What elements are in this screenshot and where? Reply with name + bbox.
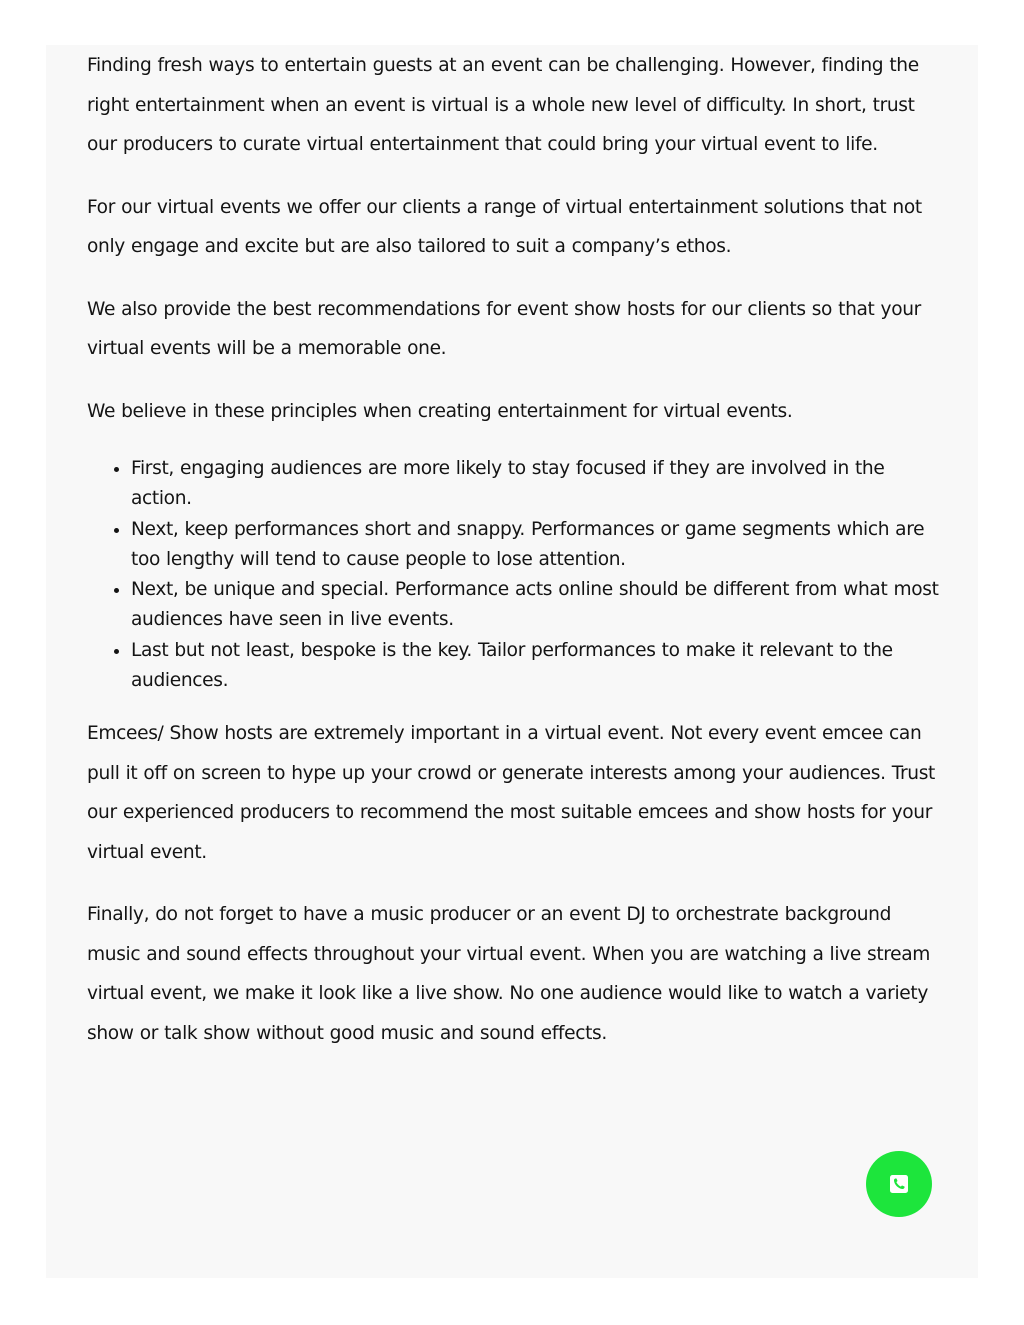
hosts-paragraph: We also provide the best recommendations for event show hosts for our clients so that your virtual events will be a memorable one.	[87, 298, 921, 359]
solutions-paragraph: For our virtual events we offer our clients a range of virtual entertainment solutions that not only engage and excite but are also tailored to suit a company’s ethos.	[87, 196, 922, 257]
list-item: • First, engaging audiences are more likely to stay focused if they are involved in the action.	[131, 454, 943, 515]
list-item: • Next, keep performances short and snappy. Performances or game segments which are too lengthy will tend to cause people to lose attention.	[131, 515, 943, 576]
emcees-paragraph: Emcees/ Show hosts are extremely important in a virtual event. Not every event emcee can pull it off on screen to hype up your crowd or generate interests among your audiences. Trust our experienced producers to recommend the most suitable emcees and show hosts for your virtual event.	[87, 723, 935, 863]
music-paragraph: Finally, do not forget to have a music producer or an event DJ to orchestrate background music and sound effects throughout your virtual event. When you are watching a live stream virtual event, we make it look like a live show. No one audience would like to watch a variety show or talk show without good music and sound effects.	[87, 904, 931, 1044]
article-body	[87, 46, 943, 1076]
principles-list	[87, 454, 943, 696]
list-item: • Next, be unique and special. Performance acts online should be different from what most audiences have seen in live events.	[131, 575, 943, 636]
intro-paragraph: Finding fresh ways to entertain guests at an event can be challenging. However, finding the right entertainment when an event is virtual is a whole new level of difficulty. In short, trust our producers to curate virtual entertainment that could bring your virtual event to life.	[87, 55, 919, 155]
phone-square-icon	[890, 1175, 908, 1193]
call-button[interactable]	[866, 1151, 932, 1217]
list-item: • Last but not least, bespoke is the key. Tailor performances to make it relevant to the audiences.	[131, 636, 943, 697]
principles-intro-paragraph: We believe in these principles when creating entertainment for virtual events.	[87, 400, 793, 422]
